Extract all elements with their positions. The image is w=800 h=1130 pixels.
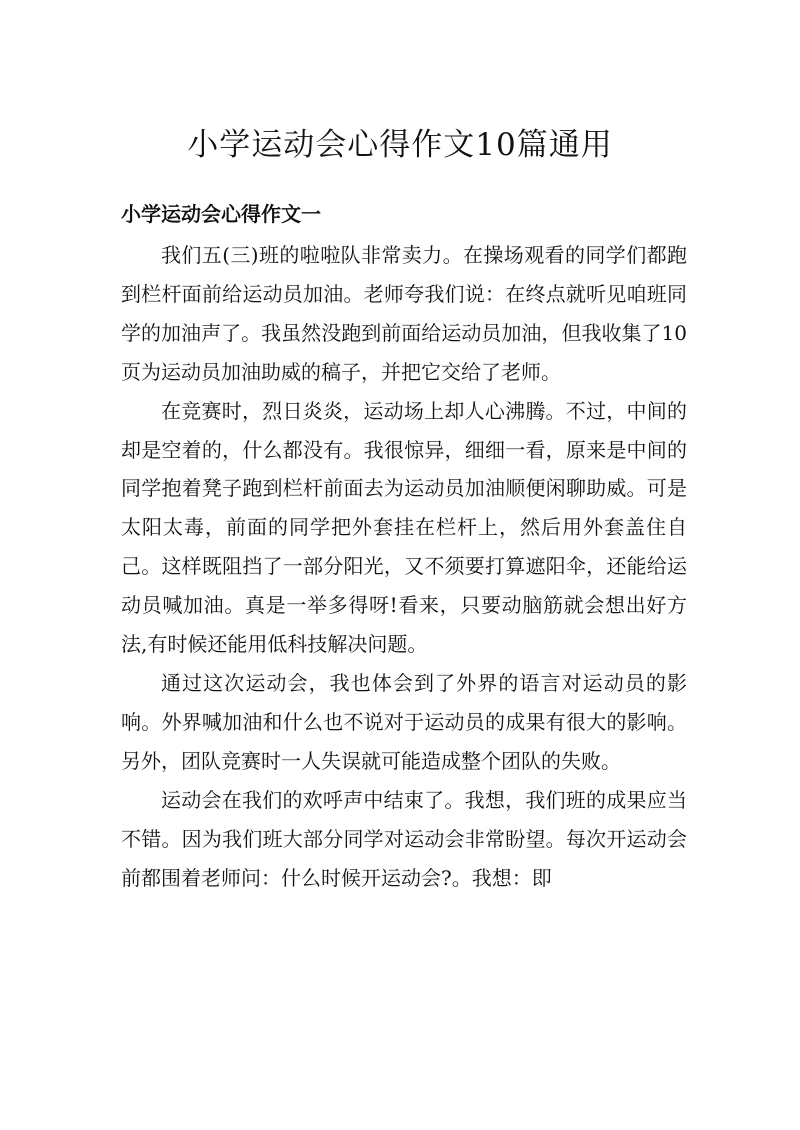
essay-subheading: 小学运动会心得作文一 <box>121 202 321 226</box>
essay-body <box>121 236 687 897</box>
paragraph: 通过这次运动会，我也体会到了外界的语言对运动员的影响。外界喊加油和什么也不说对于运动员的成果有很大的影响。另外，团队竞赛时一人失误就可能造成整个团队的失败。 <box>121 670 687 773</box>
paragraph: 我们五(三)班的啦啦队非常卖力。在操场观看的同学们都跑到栏杆面前给运动员加油。老师夸我们说：在终点就听见咱班同学的加油声了。我虽然没跑到前面给运动员加油，但我收集了10页为运动员加油助威的稿子，并把它交给了老师。 <box>121 243 687 384</box>
document-title: 小学运动会心得作文10篇通用 <box>187 127 613 163</box>
paragraph: 运动会在我们的欢呼声中结束了。我想，我们班的成果应当不错。因为我们班大部分同学对运动会非常盼望。每次开运动会前都围着老师问：什么时候开运动会?。我想：即 <box>121 787 687 890</box>
paragraph: 在竞赛时，烈日炎炎，运动场上却人心沸腾。不过，中间的却是空着的，什么都没有。我很惊异，细细一看，原来是中间的同学抱着凳子跑到栏杆前面去为运动员加油顺便闲聊助威。可是太阳太毒，前面的同学把外套挂在栏杆上，然后用外套盖住自己。这样既阻挡了一部分阳光，又不须要打算遮阳伞，还能给运动员喊加油。真是一举多得呀!看来，只要动脑筋就会想出好方法,有时候还能用低科技解决问题。 <box>121 398 687 657</box>
